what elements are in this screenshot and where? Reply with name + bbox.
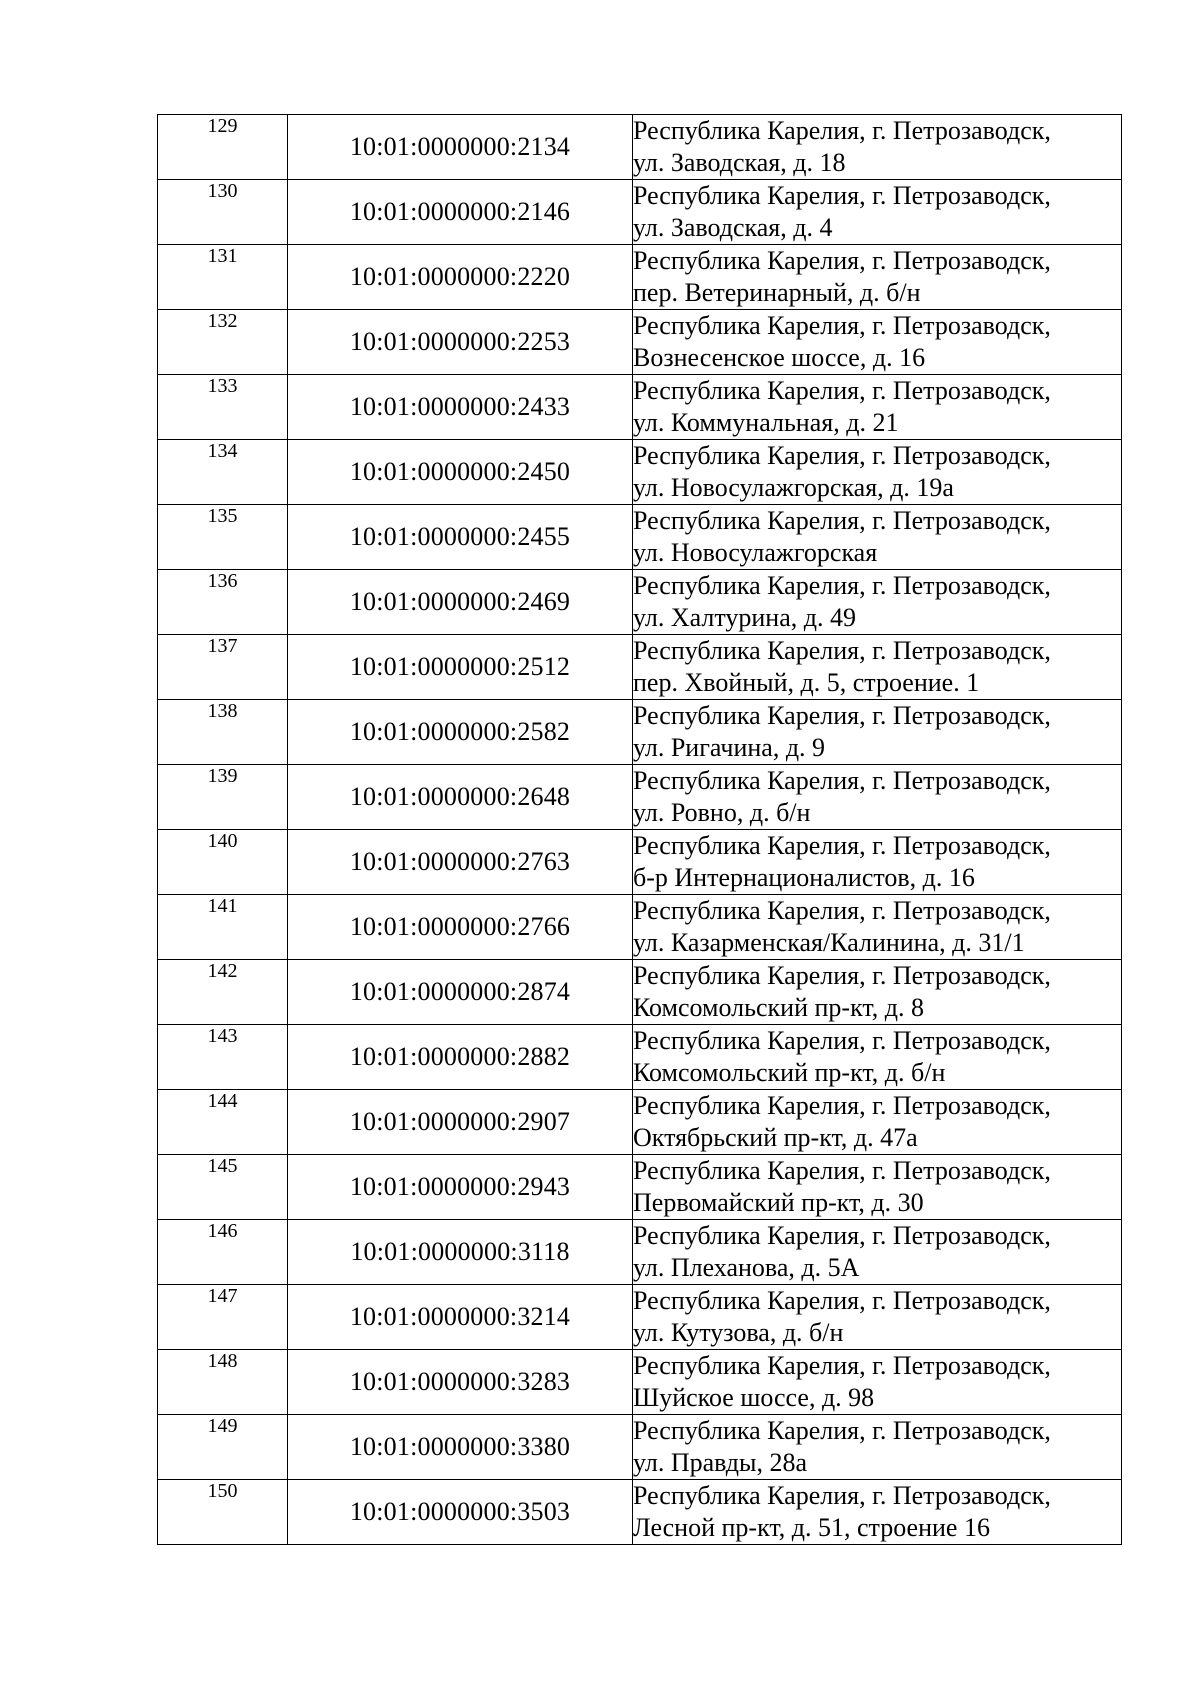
table-row	[158, 1025, 1122, 1090]
cadastral-number-cell: 10:01:0000000:3283	[288, 1350, 633, 1415]
cadastral-number-cell: 10:01:0000000:2253	[288, 310, 633, 375]
address-line-1: Республика Карелия, г. Петрозаводск,	[633, 1481, 1051, 1510]
address-line-2: ул. Новосулажгорская, д. 19а	[633, 473, 954, 502]
address-line-2: ул. Ригачина, д. 9	[633, 733, 826, 762]
table-row	[158, 700, 1122, 765]
address-cell	[633, 375, 1122, 440]
cadastral-number-cell: 10:01:0000000:2882	[288, 1025, 633, 1090]
row-number-cell: 146	[158, 1220, 288, 1285]
cadastral-number-cell: 10:01:0000000:2146	[288, 180, 633, 245]
address-cell	[633, 1350, 1122, 1415]
table-row	[158, 1415, 1122, 1480]
cadastral-number-cell: 10:01:0000000:3214	[288, 1285, 633, 1350]
address-line-1: Республика Карелия, г. Петрозаводск,	[633, 181, 1051, 210]
address-line-2: ул. Кутузова, д. б/н	[633, 1318, 844, 1347]
row-number-cell: 133	[158, 375, 288, 440]
address-cell	[633, 765, 1122, 830]
address-cell	[633, 960, 1122, 1025]
table-row	[158, 115, 1122, 180]
address-line-1: Республика Карелия, г. Петрозаводск,	[633, 766, 1051, 795]
cadastral-number-cell: 10:01:0000000:2450	[288, 440, 633, 505]
cadastral-number-cell: 10:01:0000000:2766	[288, 895, 633, 960]
table-row	[158, 180, 1122, 245]
cadastral-number-cell: 10:01:0000000:2907	[288, 1090, 633, 1155]
table-row	[158, 635, 1122, 700]
address-line-1: Республика Карелия, г. Петрозаводск,	[633, 636, 1051, 665]
address-line-1: Республика Карелия, г. Петрозаводск,	[633, 571, 1051, 600]
address-line-1: Республика Карелия, г. Петрозаводск,	[633, 506, 1051, 535]
address-line-1: Республика Карелия, г. Петрозаводск,	[633, 1221, 1051, 1250]
row-number-cell: 143	[158, 1025, 288, 1090]
address-cell	[633, 1155, 1122, 1220]
address-cell	[633, 895, 1122, 960]
cadastral-number-cell: 10:01:0000000:2763	[288, 830, 633, 895]
table-row	[158, 765, 1122, 830]
address-line-2: Вознесенское шоссе, д. 16	[633, 343, 926, 372]
cadastral-number-cell: 10:01:0000000:2469	[288, 570, 633, 635]
address-line-2: Лесной пр-кт, д. 51, строение 16	[633, 1513, 990, 1542]
table-row	[158, 1480, 1122, 1545]
row-number-cell: 138	[158, 700, 288, 765]
table-row	[158, 440, 1122, 505]
table-row	[158, 505, 1122, 570]
address-line-1: Республика Карелия, г. Петрозаводск,	[633, 961, 1051, 990]
address-cell	[633, 700, 1122, 765]
address-line-1: Республика Карелия, г. Петрозаводск,	[633, 1156, 1051, 1185]
table-row	[158, 1285, 1122, 1350]
address-line-2: пер. Ветеринарный, д. б/н	[633, 278, 921, 307]
address-line-1: Республика Карелия, г. Петрозаводск,	[633, 896, 1051, 925]
row-number-cell: 134	[158, 440, 288, 505]
table-row	[158, 1220, 1122, 1285]
address-line-1: Республика Карелия, г. Петрозаводск,	[633, 1416, 1051, 1445]
row-number-cell: 130	[158, 180, 288, 245]
address-line-2: ул. Заводская, д. 18	[633, 148, 846, 177]
table-row	[158, 895, 1122, 960]
address-cell	[633, 180, 1122, 245]
address-line-1: Республика Карелия, г. Петрозаводск,	[633, 1286, 1051, 1315]
address-line-1: Республика Карелия, г. Петрозаводск,	[633, 116, 1051, 145]
address-cell	[633, 1220, 1122, 1285]
address-line-1: Республика Карелия, г. Петрозаводск,	[633, 1026, 1051, 1055]
address-cell	[633, 1285, 1122, 1350]
table-row	[158, 1090, 1122, 1155]
address-cell	[633, 1090, 1122, 1155]
row-number-cell: 145	[158, 1155, 288, 1220]
address-cell	[633, 1025, 1122, 1090]
address-line-2: ул. Плеханова, д. 5А	[633, 1253, 860, 1282]
address-cell	[633, 115, 1122, 180]
property-registry-table	[157, 114, 1122, 1545]
cadastral-number-cell: 10:01:0000000:2582	[288, 700, 633, 765]
table-row	[158, 245, 1122, 310]
row-number-cell: 132	[158, 310, 288, 375]
row-number-cell: 148	[158, 1350, 288, 1415]
address-line-2: ул. Коммунальная, д. 21	[633, 408, 899, 437]
row-number-cell: 144	[158, 1090, 288, 1155]
address-cell	[633, 310, 1122, 375]
address-cell	[633, 440, 1122, 505]
address-line-1: Республика Карелия, г. Петрозаводск,	[633, 376, 1051, 405]
table-row	[158, 375, 1122, 440]
row-number-cell: 129	[158, 115, 288, 180]
address-line-2: Октябрьский пр-кт, д. 47а	[633, 1123, 918, 1152]
address-cell	[633, 245, 1122, 310]
row-number-cell: 140	[158, 830, 288, 895]
address-line-2: ул. Новосулажгорская	[633, 538, 878, 567]
address-line-2: пер. Хвойный, д. 5, строение. 1	[633, 668, 980, 697]
address-line-2: ул. Казарменская/Калинина, д. 31/1	[633, 928, 1025, 957]
cadastral-number-cell: 10:01:0000000:3118	[288, 1220, 633, 1285]
row-number-cell: 147	[158, 1285, 288, 1350]
row-number-cell: 135	[158, 505, 288, 570]
address-line-2: Шуйское шоссе, д. 98	[633, 1383, 875, 1412]
cadastral-number-cell: 10:01:0000000:3503	[288, 1480, 633, 1545]
address-line-2: Первомайский пр-кт, д. 30	[633, 1188, 924, 1217]
address-cell	[633, 1415, 1122, 1480]
address-cell	[633, 1480, 1122, 1545]
cadastral-number-cell: 10:01:0000000:2134	[288, 115, 633, 180]
address-line-2: б-р Интернационалистов, д. 16	[633, 863, 975, 892]
address-line-1: Республика Карелия, г. Петрозаводск,	[633, 831, 1051, 860]
address-line-1: Республика Карелия, г. Петрозаводск,	[633, 441, 1051, 470]
row-number-cell: 149	[158, 1415, 288, 1480]
address-line-2: Комсомольский пр-кт, д. 8	[633, 993, 924, 1022]
row-number-cell: 139	[158, 765, 288, 830]
address-line-2: ул. Заводская, д. 4	[633, 213, 833, 242]
cadastral-number-cell: 10:01:0000000:2874	[288, 960, 633, 1025]
address-line-2: Комсомольский пр-кт, д. б/н	[633, 1058, 946, 1087]
row-number-cell: 142	[158, 960, 288, 1025]
address-line-1: Республика Карелия, г. Петрозаводск,	[633, 311, 1051, 340]
address-line-2: ул. Халтурина, д. 49	[633, 603, 856, 632]
cadastral-number-cell: 10:01:0000000:2455	[288, 505, 633, 570]
table-row	[158, 960, 1122, 1025]
address-cell	[633, 635, 1122, 700]
row-number-cell: 137	[158, 635, 288, 700]
row-number-cell: 131	[158, 245, 288, 310]
row-number-cell: 150	[158, 1480, 288, 1545]
address-line-1: Республика Карелия, г. Петрозаводск,	[633, 1351, 1051, 1380]
address-line-2: ул. Ровно, д. б/н	[633, 798, 811, 827]
address-line-2: ул. Правды, 28а	[633, 1448, 808, 1477]
row-number-cell: 141	[158, 895, 288, 960]
table-row	[158, 1350, 1122, 1415]
address-cell	[633, 505, 1122, 570]
table-row	[158, 1155, 1122, 1220]
table-row	[158, 830, 1122, 895]
address-line-1: Республика Карелия, г. Петрозаводск,	[633, 701, 1051, 730]
address-cell	[633, 830, 1122, 895]
table-row	[158, 310, 1122, 375]
cadastral-number-cell: 10:01:0000000:2512	[288, 635, 633, 700]
cadastral-number-cell: 10:01:0000000:2943	[288, 1155, 633, 1220]
cadastral-number-cell: 10:01:0000000:2433	[288, 375, 633, 440]
address-cell	[633, 570, 1122, 635]
cadastral-number-cell: 10:01:0000000:2648	[288, 765, 633, 830]
registry-table-body	[158, 115, 1122, 1545]
row-number-cell: 136	[158, 570, 288, 635]
cadastral-number-cell: 10:01:0000000:2220	[288, 245, 633, 310]
address-line-1: Республика Карелия, г. Петрозаводск,	[633, 246, 1051, 275]
table-row	[158, 570, 1122, 635]
address-line-1: Республика Карелия, г. Петрозаводск,	[633, 1091, 1051, 1120]
cadastral-number-cell: 10:01:0000000:3380	[288, 1415, 633, 1480]
